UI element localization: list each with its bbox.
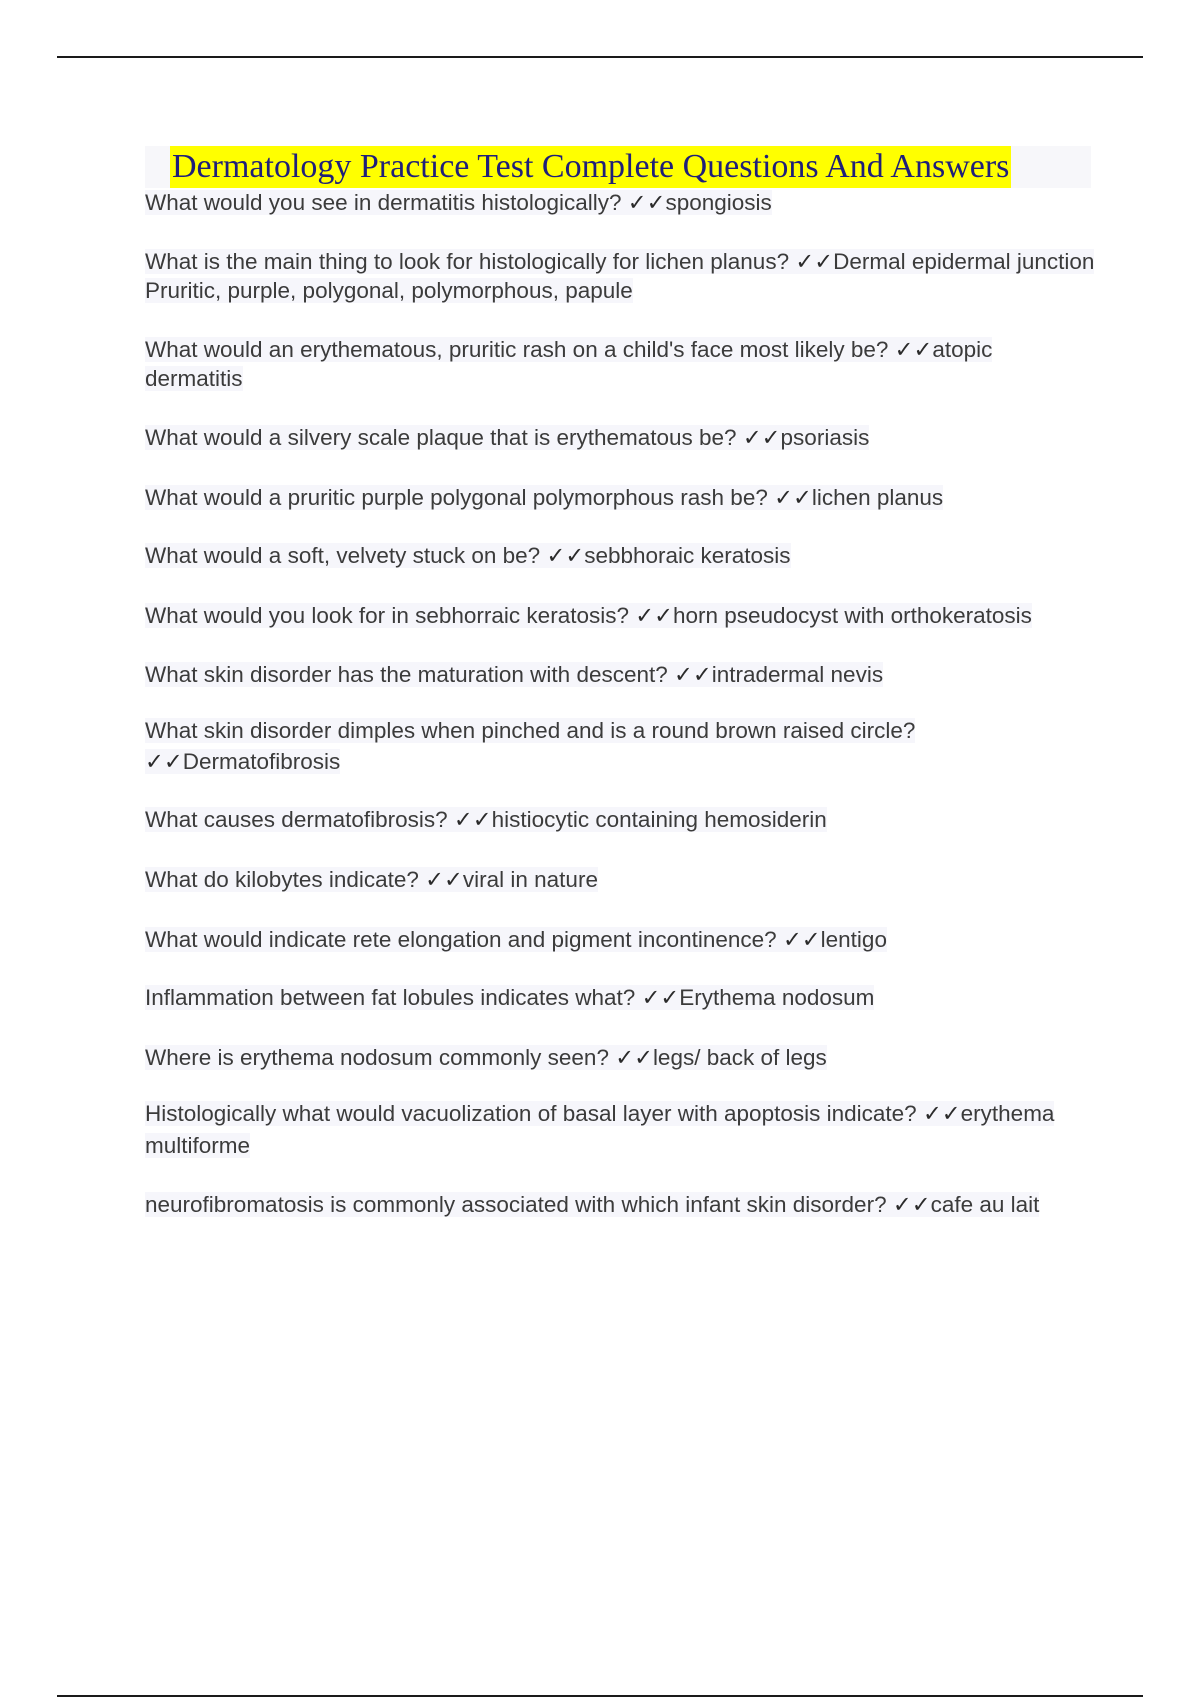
answer-text: horn pseudocyst with orthokeratosis [672, 603, 1032, 628]
question-text: Where is erythema nodosum commonly seen? [145, 1045, 609, 1070]
qa-item [145, 423, 1095, 452]
check-mark: ✓✓ [641, 985, 680, 1010]
qa-item [145, 983, 1095, 1012]
qa-item [145, 865, 1095, 894]
check-mark: ✓✓ [922, 1101, 961, 1126]
title-band [145, 146, 1091, 188]
question-text: What do kilobytes indicate? [145, 867, 419, 892]
answer-text: psoriasis [780, 425, 870, 450]
question-text: What skin disorder has the maturation with descent? [145, 662, 668, 687]
check-mark: ✓✓ [894, 337, 933, 362]
answer-text: atopic dermatitis [145, 337, 993, 391]
answer-text: legs/ back of legs [652, 1045, 827, 1070]
question-text: neurofibromatosis is commonly associated with which infant skin disorder? [145, 1192, 887, 1217]
question-text: What would you look for in sebhorraic keratosis? [145, 603, 629, 628]
answer-text: viral in nature [462, 867, 598, 892]
answer-text: histiocytic containing hemosiderin [491, 807, 827, 832]
question-text: What would you see in dermatitis histologically? [145, 190, 622, 215]
question-text: What would a pruritic purple polygonal polymorphous rash be? [145, 485, 768, 510]
check-mark: ✓✓ [782, 927, 821, 952]
qa-item [145, 1098, 1095, 1162]
question-text: What is the main thing to look for histologically for lichen planus? [145, 249, 790, 274]
question-text: What would an erythematous, pruritic rash on a child's face most likely be? [145, 337, 889, 362]
answer-text: spongiosis [665, 190, 772, 215]
question-text: What would a silvery scale plaque that is erythematous be? [145, 425, 737, 450]
qa-item [145, 483, 1095, 512]
question-text: Histologically what would vacuolization of basal layer with apoptosis indicate? [145, 1101, 917, 1126]
qa-item [145, 660, 1095, 689]
qa-item [145, 805, 1095, 834]
bottom-rule [57, 1695, 1143, 1697]
answer-text: intradermal nevis [711, 662, 884, 687]
answer-text: cafe au lait [930, 1192, 1040, 1217]
question-text: What would indicate rete elongation and pigment incontinence? [145, 927, 777, 952]
check-mark: ✓✓ [425, 867, 463, 892]
qa-item [145, 541, 1095, 570]
qa-item [145, 925, 1095, 954]
document-body [145, 146, 1095, 1221]
check-mark: ✓✓ [546, 543, 585, 568]
qa-item [145, 1043, 1095, 1072]
question-text: Inflammation between fat lobules indicates what? [145, 985, 636, 1010]
check-mark: ✓✓ [627, 190, 666, 215]
check-mark: ✓✓ [774, 485, 812, 510]
answer-text: sebbhoraic keratosis [584, 543, 791, 568]
answer-text: erythema multiforme [145, 1101, 1055, 1158]
check-mark: ✓✓ [635, 603, 673, 628]
qa-item [145, 715, 1095, 777]
question-text: What would a soft, velvety stuck on be? [145, 543, 541, 568]
answer-text: Erythema nodosum [679, 985, 875, 1010]
qa-item [145, 247, 1095, 305]
check-mark: ✓✓ [674, 662, 712, 687]
qa-item [145, 1189, 1095, 1221]
answer-text: Dermatofibrosis [182, 749, 341, 774]
top-rule [57, 56, 1143, 58]
answer-text: lichen planus [811, 485, 944, 510]
qa-item [145, 601, 1095, 630]
answer-text: lentigo [820, 927, 887, 952]
qa-item [145, 188, 1095, 217]
check-mark: ✓✓ [615, 1045, 653, 1070]
check-mark: ✓✓ [453, 807, 492, 832]
qa-item [145, 335, 1095, 393]
check-mark: ✓✓ [145, 749, 183, 774]
check-mark: ✓✓ [742, 425, 781, 450]
document-title: Dermatology Practice Test Complete Questions And Answers [170, 146, 1011, 188]
qa-list [145, 188, 1095, 1221]
question-text: What causes dermatofibrosis? [145, 807, 448, 832]
answer-text: Dermal epidermal junction Pruritic, purple, polygonal, polymorphous, papule [145, 249, 1095, 303]
question-text: What skin disorder dimples when pinched and is a round brown raised circle? [145, 718, 916, 743]
check-mark: ✓✓ [795, 249, 834, 274]
check-mark: ✓✓ [892, 1192, 931, 1217]
